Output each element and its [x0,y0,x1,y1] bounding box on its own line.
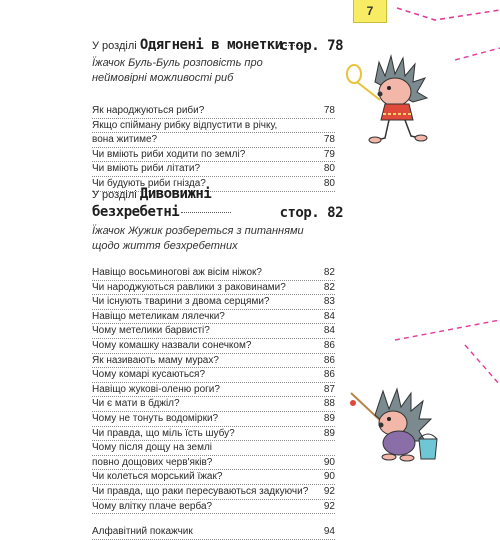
list-item[interactable]: Чи існують тварини з двома серцями? 83 [92,295,335,310]
list-item[interactable]: Чому комашку назвали сонечком? 86 [92,339,335,354]
section-fish [92,37,343,192]
list-item[interactable]: Чи будують риби гнізда? 80 [92,177,335,192]
index-entry[interactable]: Алфавітний покажчик 94 [92,525,335,540]
list-item[interactable]: Чи народжуються равлики з раковинами? 82 [92,281,335,296]
list-item[interactable]: Як народжуються риби? 78 [92,104,335,119]
list-item[interactable]: вона житиме? 78 [92,133,335,148]
entries-list [92,266,335,540]
section-prefix: У розділі [92,189,137,201]
list-item[interactable]: Навіщо жукові-оленю роги? 87 [92,383,335,398]
list-item[interactable]: Чому влітку плаче верба? 92 [92,500,335,515]
section-prefix: У розділі [92,40,137,52]
section-invertebrates [92,186,343,540]
section-description-line: Їжачок Буль-Буль розповість про [92,57,263,69]
list-item[interactable]: Чи є мати в бджіл? 88 [92,397,335,412]
list-item[interactable]: Навіщо восьминогові аж вісім ніжок? 82 [92,266,335,281]
list-item[interactable]: Чи колеться морський їжак? 90 [92,470,335,485]
section-description-line: неймовірні можливості риб [92,72,234,84]
list-item[interactable]: Чому комарі кусаються? 86 [92,368,335,383]
list-item[interactable]: повно дощових черв'яків? 90 [92,456,335,471]
hedgehog-fishing-illustration [345,385,445,465]
section-title-line2[interactable]: безхребетні [92,204,180,220]
spacer [92,514,335,525]
list-item[interactable]: Чи вміють риби ходити по землі? 79 [92,148,335,163]
list-item[interactable]: Чи правда, що міль їсть шубу? 89 [92,427,335,442]
section-page-label[interactable]: стор. 82 [279,205,343,221]
list-item[interactable]: Чи правда, що раки пересуваються задкуючи? 92 [92,485,335,500]
list-item[interactable]: Чому не тонуть водомірки? 89 [92,412,335,427]
section-heading [92,37,343,54]
list-item[interactable]: Як називають маму мурах? 86 [92,354,335,369]
page-number: 7 [353,0,387,23]
list-item[interactable]: Навіщо метеликам лялечки? 84 [92,310,335,325]
section-description-line: Їжачок Жужик розбереться з питаннями [92,225,304,237]
list-item[interactable]: Чому після дощу на землі [92,441,335,456]
list-item[interactable]: Чому метелики барвисті? 84 [92,324,335,339]
section-page-label[interactable]: стор. 78 [279,38,343,54]
hedgehog-net-illustration [345,42,435,152]
section-title[interactable]: Одягнені в монетки [139,37,283,53]
list-item[interactable]: Якщо спійману рибку відпустити в річку, [92,119,335,134]
list-item[interactable]: Чи вміють риби літати? 80 [92,162,335,177]
section-heading [92,186,343,222]
entries-list [92,104,335,192]
section-description-line: щодо життя безхребетних [92,240,238,252]
section-title[interactable]: Дивовижні [139,186,212,202]
